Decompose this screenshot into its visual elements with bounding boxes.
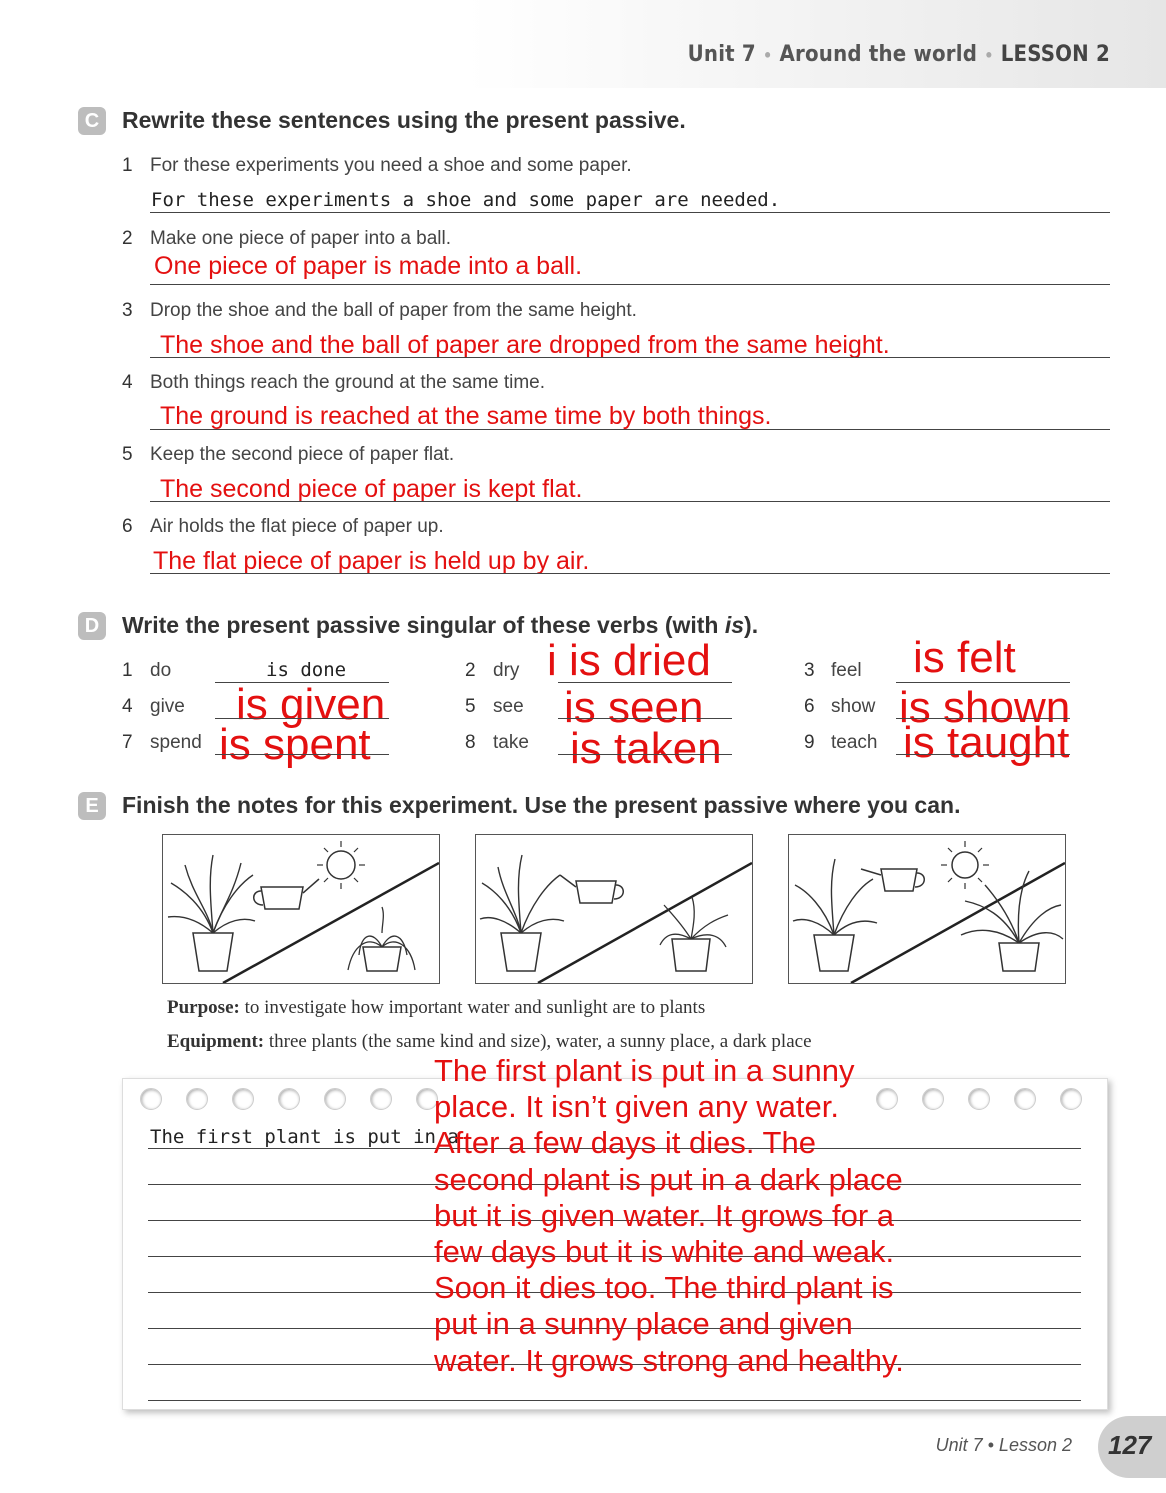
notes-start-text: The first plant is put in a (150, 1126, 459, 1148)
separator: • (763, 46, 773, 65)
verb-word: take (493, 732, 529, 753)
notes-line[interactable] (148, 1400, 1081, 1401)
ring-hole (140, 1088, 162, 1110)
experiment-picture-2 (475, 834, 753, 984)
verb-word: show (831, 696, 876, 717)
notes-answer-essay: The first plant is put in a sunny place. It isn’t given any water. After a few days it dies. The second plant is put in a dark place but it is given water. It grows for a few days but it is white and weak. Soon it dies too. The third plant is put in a sunny place and given water. It grows strong and healthy. (434, 1053, 904, 1378)
topic-label: Around the world (779, 42, 978, 67)
answer-line[interactable] (150, 212, 1110, 213)
verb-word: feel (831, 660, 862, 681)
question-prompt: Drop the shoe and the ball of paper from the same height. (150, 300, 637, 321)
ring-hole (370, 1088, 392, 1110)
verb-number: 4 (122, 696, 133, 717)
verb-answer-line[interactable] (558, 754, 732, 755)
experiment-picture-1 (162, 834, 440, 984)
ring-hole (186, 1088, 208, 1110)
answer-text: The ground is reached at the same time by both things. (160, 402, 772, 430)
question-number: 1 (122, 155, 133, 176)
question-prompt: Make one piece of paper into a ball. (150, 228, 452, 249)
verb-answer: is given (236, 680, 386, 729)
question-prompt: Air holds the flat piece of paper up. (150, 516, 444, 537)
section-c-title: Rewrite these sentences using the present passive. (122, 107, 686, 133)
title-prefix: Write the present passive singular of these verbs (with (122, 612, 725, 638)
section-e-badge: E (78, 792, 106, 820)
unit-label: Unit 7 (687, 42, 756, 67)
verb-answer: is shown (899, 683, 1071, 732)
section-d-title (122, 612, 758, 639)
verb-answer-line[interactable] (215, 754, 389, 755)
verb-number: 3 (804, 660, 815, 681)
example-answer: For these experiments a shoe and some paper are needed. (151, 189, 781, 211)
question-prompt: Keep the second piece of paper flat. (150, 444, 455, 465)
answer-line[interactable] (150, 501, 1110, 502)
verb-answer-line[interactable] (558, 718, 732, 719)
purpose-text: to investigate how important water and sunlight are to plants (244, 997, 706, 1018)
page-number: 127 (1108, 1430, 1152, 1460)
verb-word: do (150, 660, 172, 681)
question-number: 6 (122, 516, 133, 537)
question-number: 2 (122, 228, 133, 249)
answer-line[interactable] (150, 573, 1110, 574)
verb-number: 9 (804, 732, 815, 753)
answer-line[interactable] (150, 429, 1110, 430)
separator: • (984, 46, 994, 65)
ring-hole (1014, 1088, 1036, 1110)
question-prompt: For these experiments you need a shoe and some paper. (150, 155, 632, 176)
answer-text: The shoe and the ball of paper are dropped from the same height. (160, 331, 890, 359)
section-e-title: Finish the notes for this experiment. Use the present passive where you can. (122, 792, 961, 818)
verb-word: spend (150, 732, 202, 753)
answer-text: The second piece of paper is kept flat. (160, 475, 583, 503)
question-prompt: Both things reach the ground at the same time. (150, 372, 546, 393)
purpose-line (167, 997, 705, 1019)
verb-number: 5 (465, 696, 476, 717)
verb-answer: is felt (913, 633, 1016, 682)
verb-answer: is taken (570, 724, 722, 773)
verb-word: dry (493, 660, 520, 681)
verb-number: 8 (465, 732, 476, 753)
question-number: 4 (122, 372, 133, 393)
ring-hole (1060, 1088, 1082, 1110)
section-c-badge: C (78, 107, 106, 135)
ring-hole (278, 1088, 300, 1110)
ring-hole (324, 1088, 346, 1110)
verb-example-answer: is done (266, 659, 347, 681)
verb-word: see (493, 696, 524, 717)
verb-answer: is spent (219, 720, 371, 769)
question-number: 3 (122, 300, 133, 321)
verb-answer-line[interactable] (896, 754, 1070, 755)
verb-answer-line[interactable] (215, 718, 389, 719)
equipment-line (167, 1031, 812, 1053)
running-head (688, 42, 1110, 67)
ring-hole (232, 1088, 254, 1110)
question-number: 5 (122, 444, 133, 465)
title-suffix: ). (744, 612, 759, 638)
verb-number: 6 (804, 696, 815, 717)
answer-line[interactable] (150, 284, 1110, 285)
verb-number: 2 (465, 660, 476, 681)
title-italic: is (724, 612, 745, 638)
answer-line[interactable] (150, 357, 1110, 358)
equipment-text: three plants (the same kind and size), water, a sunny place, a dark place (268, 1031, 812, 1052)
section-d-badge: D (78, 612, 106, 640)
purpose-label: Purpose: (167, 997, 240, 1018)
verb-word: teach (831, 732, 878, 753)
verb-answer: is seen (564, 683, 704, 732)
verb-number: 1 (122, 660, 133, 681)
ring-hole (922, 1088, 944, 1110)
verb-number: 7 (122, 732, 133, 753)
answer-text: One piece of paper is made into a ball. (154, 252, 583, 280)
plant-sun-water-illustration (789, 835, 1065, 983)
lesson-label: LESSON 2 (1000, 42, 1110, 67)
footer-label: Unit 7 • Lesson 2 (935, 1435, 1072, 1455)
answer-text: The flat piece of paper is held up by air. (153, 547, 590, 575)
experiment-picture-3 (788, 834, 1066, 984)
plant-dark-illustration (476, 835, 752, 983)
ring-hole (968, 1088, 990, 1110)
verb-answer: is taught (903, 718, 1070, 767)
verb-answer: i is dried (547, 636, 711, 685)
plant-sun-illustration (163, 835, 439, 983)
verb-word: give (150, 696, 185, 717)
equipment-label: Equipment: (167, 1031, 265, 1052)
